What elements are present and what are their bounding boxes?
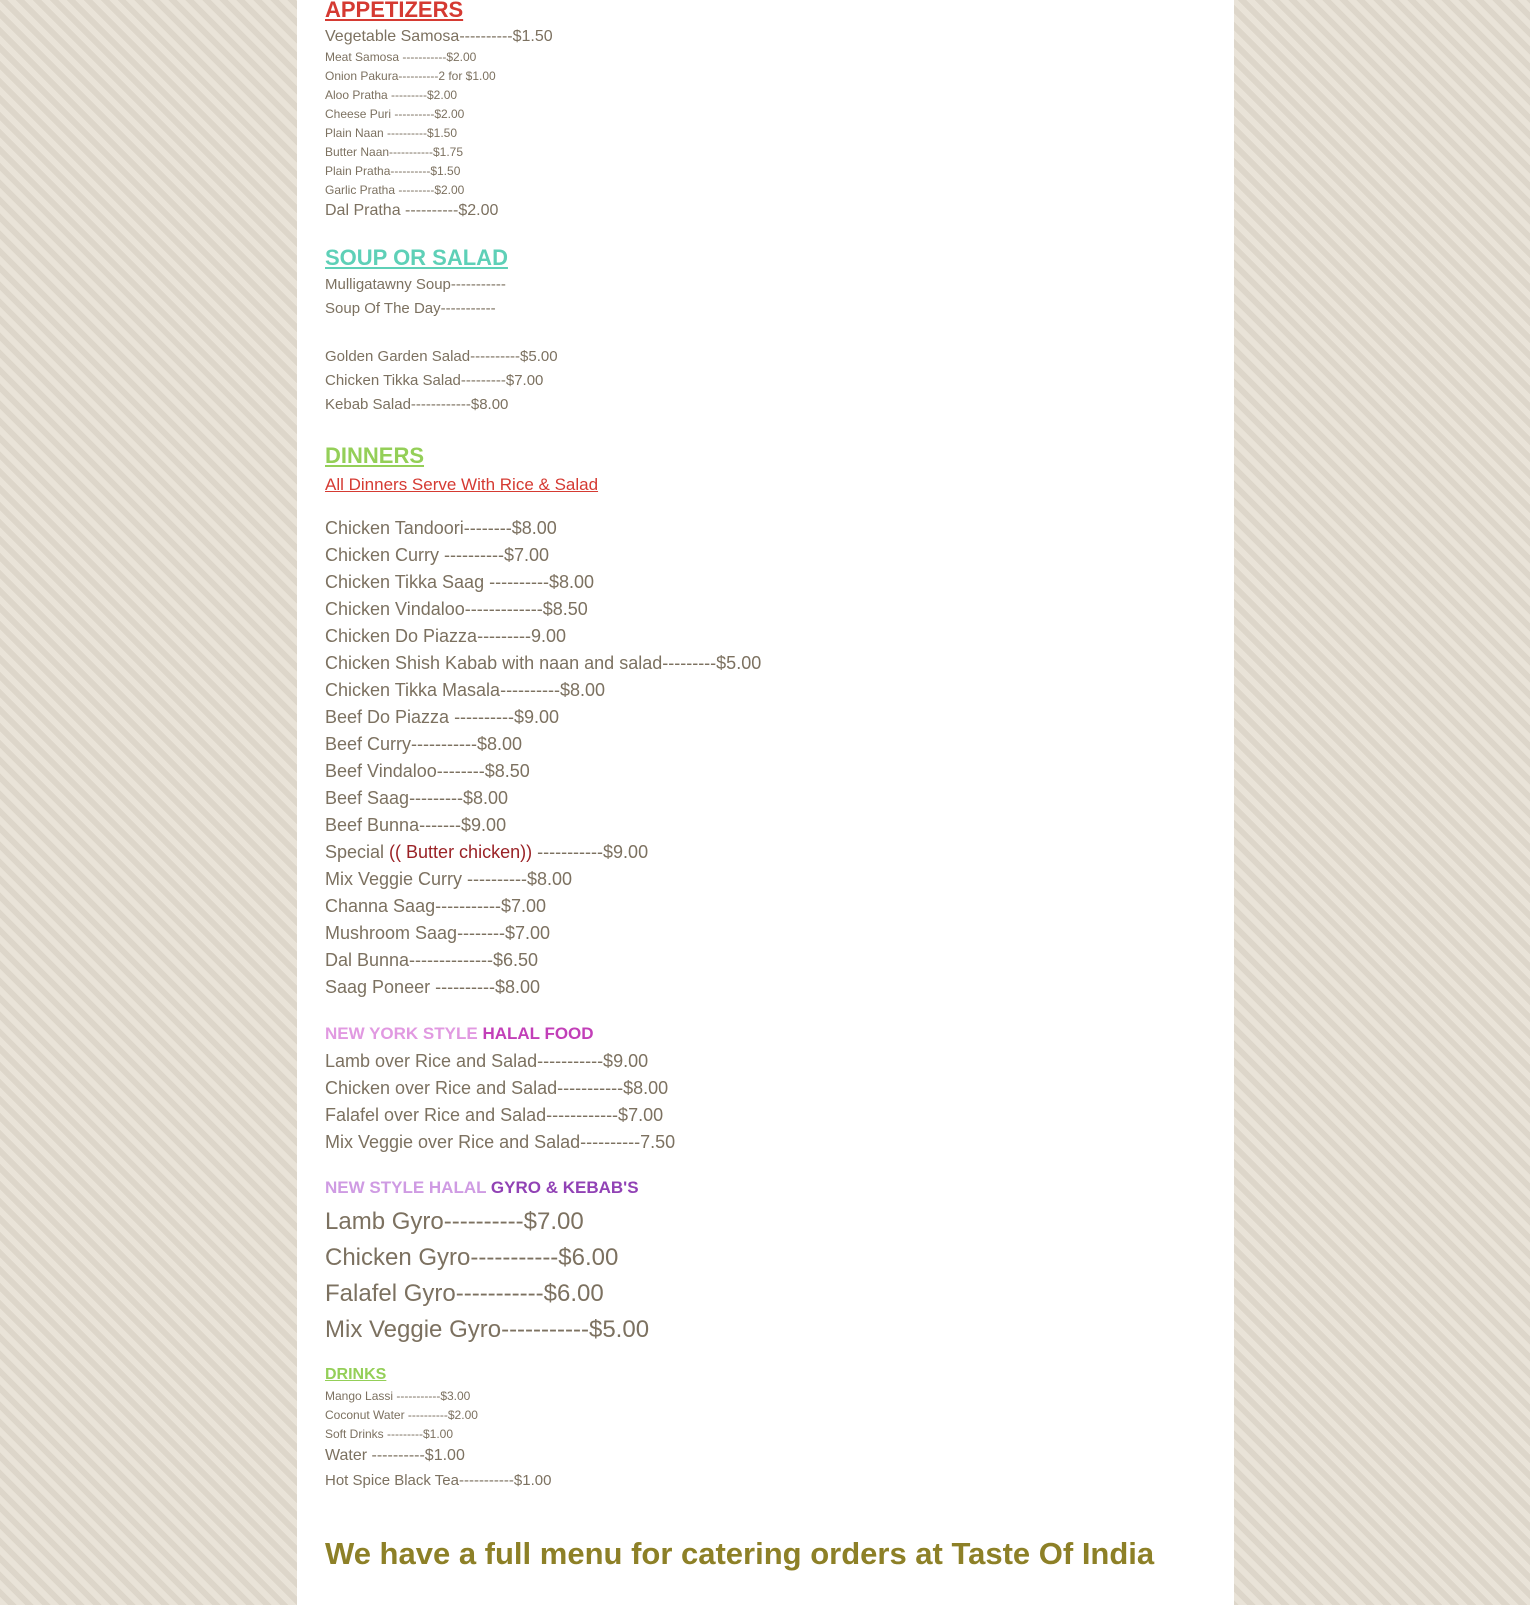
menu-item: Falafel over Rice and Salad------------$7.00 [325,1105,664,1125]
menu-item: Channa Saag-----------$7.00 [325,896,547,916]
drinks-heading: DRINKS [325,1366,387,1383]
menu-item: Soup Of The Day----------- [325,300,496,317]
menu-item: Chicken Tandoori--------$8.00 [325,518,557,538]
menu-item: Chicken Gyro-----------$6.00 [325,1244,619,1271]
appetizers-heading: APPETIZERS [325,0,464,22]
menu-item: Dal Bunna--------------$6.50 [325,950,539,970]
menu-item: Aloo Pratha ---------$2.00 [325,88,458,102]
menu-item: Chicken Tikka Salad---------$7.00 [325,372,544,389]
menu-item: Golden Garden Salad----------$5.00 [325,348,558,365]
menu-item: Beef Saag---------$8.00 [325,788,509,808]
halal-heading-part1: NEW YORK STYLE [325,1024,483,1043]
menu-item: Beef Curry-----------$8.00 [325,734,523,754]
menu-item: Kebab Salad------------$8.00 [325,396,509,413]
menu-item: Cheese Puri ----------$2.00 [325,107,465,121]
menu-item: Mulligatawny Soup----------- [325,276,506,293]
menu-item: Saag Poneer ----------$8.00 [325,977,541,997]
menu-item: Mushroom Saag--------$7.00 [325,923,551,943]
menu-item: Falafel Gyro-----------$6.00 [325,1280,604,1307]
menu-item: Hot Spice Black Tea-----------$1.00 [325,1472,552,1489]
menu-item: Chicken Tikka Masala----------$8.00 [325,680,606,700]
menu-item: Lamb over Rice and Salad-----------$9.00 [325,1051,649,1071]
menu-item: Chicken Curry ----------$7.00 [325,545,550,565]
menu-item: Garlic Pratha ---------$2.00 [325,183,465,197]
menu-item: Plain Naan ----------$1.50 [325,126,458,140]
special-name: (( Butter chicken)) [389,842,533,862]
special-prefix: Special [325,842,390,862]
menu-item: Water ----------$1.00 [325,1447,465,1464]
soup-salad-heading: SOUP OR SALAD [325,245,508,270]
gyro-heading-part1: NEW STYLE HALAL [325,1178,491,1197]
menu-item: Vegetable Samosa----------$1.50 [325,28,553,45]
menu-item: Coconut Water ----------$2.00 [325,1408,478,1422]
menu-item: Dal Pratha ----------$2.00 [325,202,499,219]
menu-item: Chicken Shish Kabab with naan and salad---------$5.00 [325,653,762,673]
menu-item: Onion Pakura----------2 for $1.00 [325,69,496,83]
menu-item: Plain Pratha----------$1.50 [325,164,461,178]
menu-item: Soft Drinks ---------$1.00 [325,1427,454,1441]
dinners-subheading: All Dinners Serve With Rice & Salad [325,475,599,494]
gyro-heading-part2: GYRO & KEBAB'S [490,1178,639,1197]
menu-item: Chicken Tikka Saag ----------$8.00 [325,572,595,592]
menu-item: Chicken Do Piazza---------9.00 [325,626,567,646]
menu-item: Beef Do Piazza ----------$9.00 [325,707,560,727]
menu-item: Chicken Vindaloo-------------$8.50 [325,599,588,619]
menu-item: Beef Vindaloo--------$8.50 [325,761,530,781]
menu-item: Meat Samosa -----------$2.00 [325,50,477,64]
special-price: -----------$9.00 [532,842,649,862]
menu-item: Beef Bunna-------$9.00 [325,815,507,835]
menu-item: Mix Veggie Gyro-----------$5.00 [325,1316,650,1343]
menu-item: Mango Lassi -----------$3.00 [325,1389,471,1403]
menu-page [297,0,1234,1605]
menu-item: Mix Veggie Curry ----------$8.00 [325,869,573,889]
dinners-heading: DINNERS [325,443,425,468]
gyro-heading [325,1175,1215,1202]
halal-food-heading [325,1021,1215,1048]
special-item [325,839,1215,866]
halal-heading-part2: HALAL FOOD [482,1024,594,1043]
catering-note: We have a full menu for catering orders at Taste Of India [325,1536,1155,1571]
menu-item: Chicken over Rice and Salad-----------$8.00 [325,1078,669,1098]
menu-item: Butter Naan-----------$1.75 [325,145,464,159]
menu-content [325,0,1215,1573]
menu-item: Mix Veggie over Rice and Salad----------7.50 [325,1132,676,1152]
menu-item: Lamb Gyro----------$7.00 [325,1208,584,1235]
